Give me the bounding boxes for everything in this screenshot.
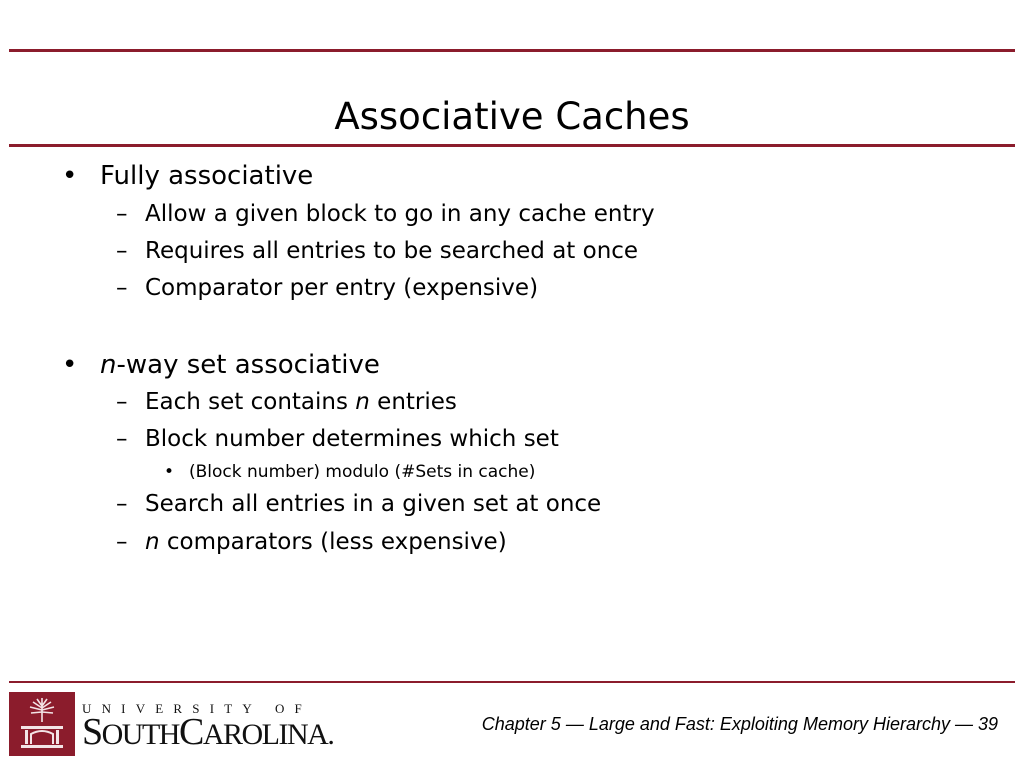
top-rule — [9, 49, 1015, 52]
bullet-dot: • — [164, 462, 175, 482]
university-wordmark — [82, 701, 334, 753]
dash-marker: – — [116, 275, 128, 301]
wordmark-university-of: UNIVERSITY OF — [82, 701, 312, 716]
slide-title: Associative Caches — [334, 94, 690, 138]
dash-marker: – — [116, 529, 128, 555]
bullet-dot: • — [62, 161, 78, 191]
footer-rule — [9, 681, 1015, 683]
title-rule — [9, 144, 1015, 147]
dash-marker: – — [116, 238, 128, 264]
university-logo-icon — [9, 692, 75, 756]
bullet-dot: • — [62, 350, 78, 380]
dash-marker: – — [116, 491, 128, 517]
footer-caption: Chapter 5 — Large and Fast: Exploiting Memory Hierarchy — 39 — [481, 714, 998, 734]
dash-marker: – — [116, 201, 128, 227]
wordmark-south-carolina: SOUTHCAROLINA. — [82, 711, 334, 753]
dash-marker: – — [116, 389, 128, 415]
dash-marker: – — [116, 426, 128, 452]
